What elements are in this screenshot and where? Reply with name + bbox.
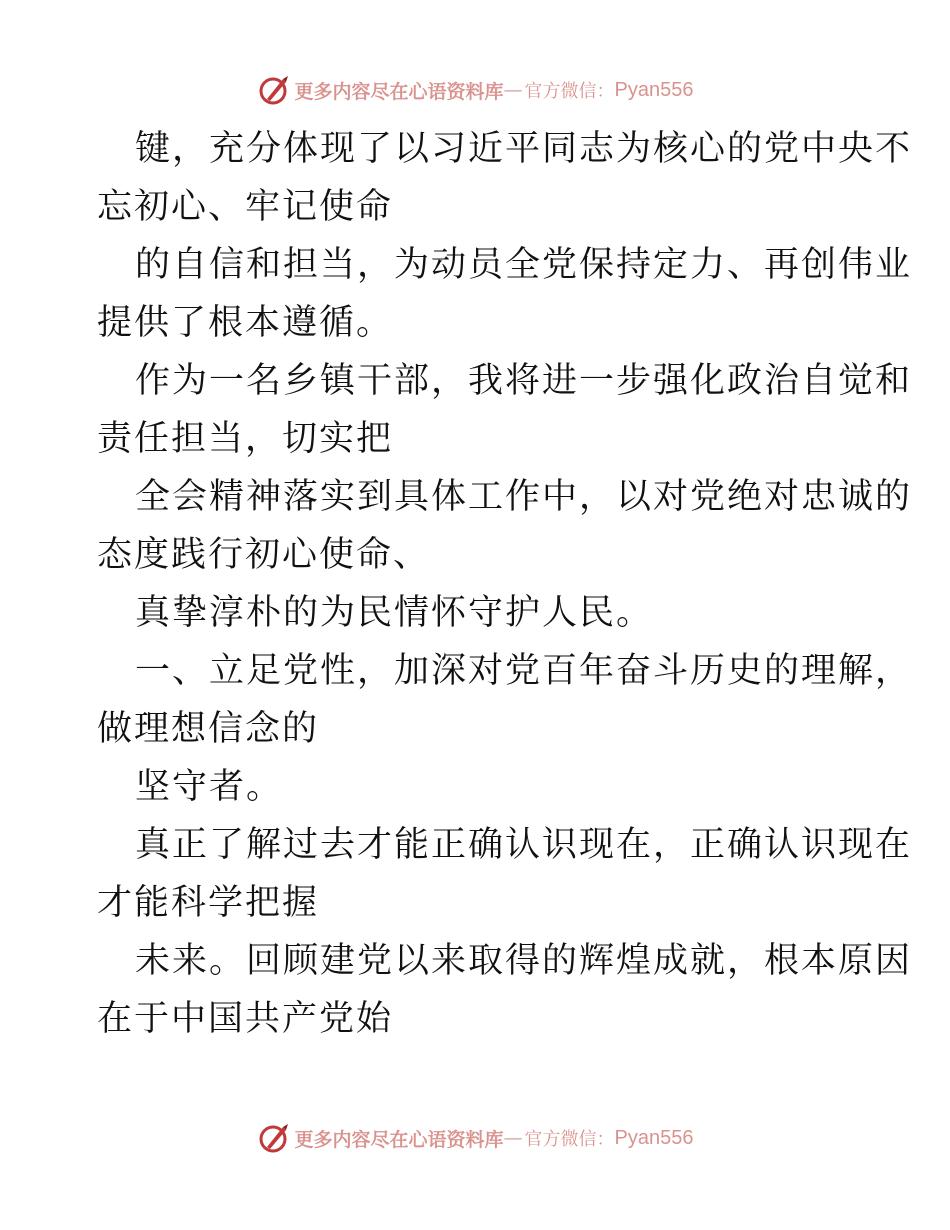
watermark-brand-text: 更多内容尽在心语资料库 [294, 80, 504, 103]
watermark-wechat-id: Pyan556 [614, 1126, 694, 1149]
document-body [97, 120, 913, 1048]
watermark-separator: — [503, 1127, 523, 1149]
quill-pen-circle-icon [257, 1121, 291, 1155]
section-heading-line: 一、立足党性，加深对党百年奋斗历史的理解， [135, 651, 913, 691]
paragraph-line: 在于中国共产党始 [97, 999, 394, 1039]
watermark-wechat-label: 官方微信： [524, 1129, 615, 1150]
watermark-separator: — [503, 79, 523, 101]
paragraph-line: 忘初心、牢记使命 [97, 187, 394, 227]
paragraph-line: 全会精神落实到具体工作中，以对党绝对忠诚的 [135, 477, 913, 517]
header-watermark [0, 70, 950, 110]
paragraph-line: 的自信和担当，为动员全党保持定力、再创伟业 [135, 245, 913, 285]
paragraph-line: 真正了解过去才能正确认识现在，正确认识现在 [135, 825, 913, 865]
paragraph-line: 真挚淳朴的为民情怀守护人民。 [135, 593, 654, 633]
watermark-brand-text: 更多内容尽在心语资料库 [294, 1128, 504, 1151]
section-heading-line: 做理想信念的 [97, 709, 320, 749]
quill-pen-circle-icon [257, 73, 291, 107]
paragraph-line: 未来。回顾建党以来取得的辉煌成就，根本原因 [135, 941, 913, 981]
paragraph-line: 态度践行初心使命、 [97, 535, 431, 575]
paragraph-line: 责任担当，切实把 [97, 419, 394, 459]
paragraph-line: 才能科学把握 [97, 883, 320, 923]
paragraph-line: 键，充分体现了以习近平同志为核心的党中央不 [135, 129, 913, 169]
section-heading-line: 坚守者。 [135, 767, 284, 807]
watermark-wechat-label: 官方微信： [524, 81, 615, 102]
footer-watermark [0, 1118, 950, 1158]
paragraph-line: 提供了根本遵循。 [97, 303, 394, 343]
paragraph-line: 作为一名乡镇干部，我将进一步强化政治自觉和 [135, 361, 913, 401]
watermark-wechat-id: Pyan556 [614, 78, 694, 101]
